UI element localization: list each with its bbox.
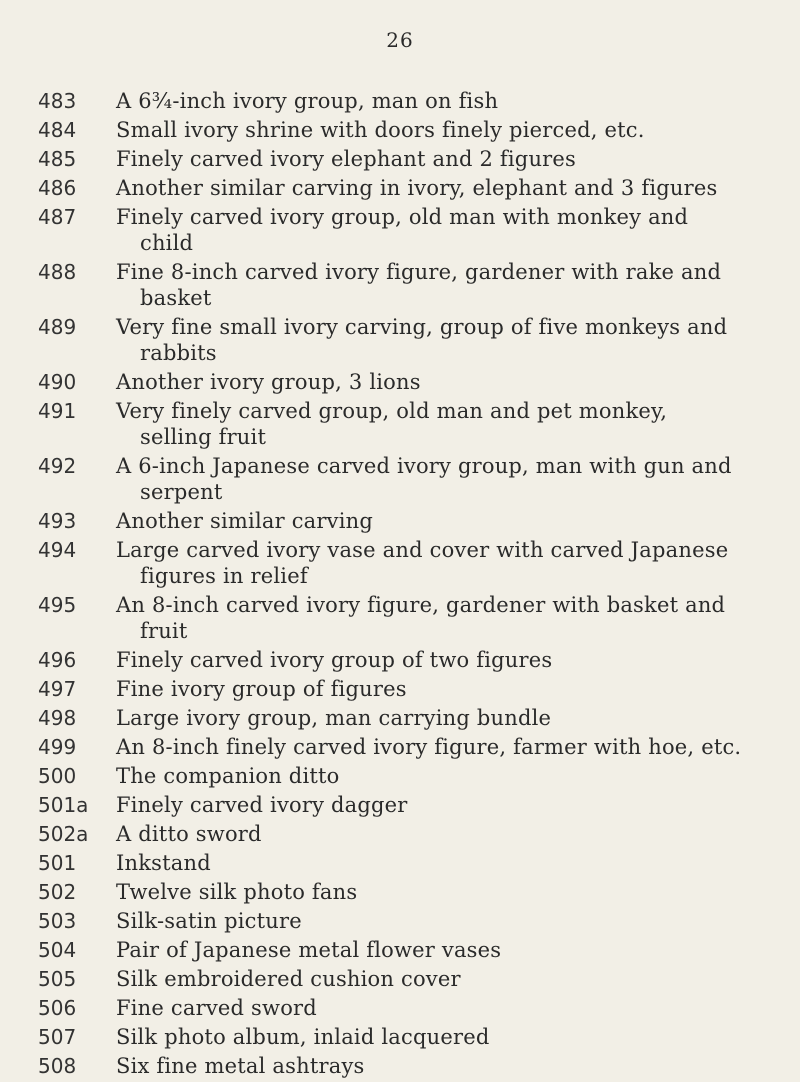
lot-description	[116, 995, 792, 1021]
lot-description	[116, 508, 792, 534]
lot-entry	[38, 592, 792, 644]
lot-description	[116, 734, 792, 760]
lot-description-text: Silk embroidered cushion cover	[116, 967, 461, 991]
lot-entry	[38, 453, 792, 505]
lot-number: 486	[38, 176, 77, 200]
lot-description	[116, 705, 792, 731]
lot-description-text: Finely carved ivory group, old man with monkey and	[116, 205, 689, 229]
lot-description	[116, 117, 792, 143]
lot-description-text: An 8-inch finely carved ivory figure, farmer with hoe, etc.	[116, 735, 742, 759]
lot-description	[116, 592, 792, 644]
lot-description	[116, 821, 792, 847]
lot-description-text: An 8-inch carved ivory figure, gardener with basket and	[116, 593, 726, 617]
lot-number: 497	[38, 677, 77, 701]
lot-description-continuation: serpent	[140, 480, 223, 504]
lot-number: 503	[38, 909, 77, 933]
lot-entry	[38, 792, 792, 818]
lot-entry	[38, 88, 792, 114]
lot-description-text: The companion ditto	[116, 764, 340, 788]
lot-description-continuation: figures in relief	[140, 564, 308, 588]
lot-entry	[38, 1053, 792, 1079]
lot-description-text: Silk photo album, inlaid lacquered	[116, 1025, 490, 1049]
lot-number: 485	[38, 147, 77, 171]
lot-description-text: Six fine metal ashtrays	[116, 1054, 365, 1078]
lot-description-text: Inkstand	[116, 851, 211, 875]
lot-description	[116, 369, 792, 395]
lot-entry	[38, 734, 792, 760]
lot-entry	[38, 1024, 792, 1050]
lot-entry	[38, 850, 792, 876]
lot-description-text: Fine ivory group of figures	[116, 677, 407, 701]
lot-number: 507	[38, 1025, 77, 1049]
lot-description-continuation: child	[140, 231, 194, 255]
lot-number: 494	[38, 538, 77, 562]
lot-number: 501	[38, 851, 77, 875]
lot-description-text: A ditto sword	[116, 822, 262, 846]
lot-description	[116, 398, 792, 450]
lot-number: 506	[38, 996, 77, 1020]
lot-description	[116, 1024, 792, 1050]
lot-entry	[38, 508, 792, 534]
lot-entry	[38, 369, 792, 395]
lot-description	[116, 204, 792, 256]
lot-number: 502a	[38, 822, 89, 846]
lot-entry	[38, 117, 792, 143]
lot-number: 487	[38, 205, 77, 229]
lot-entry	[38, 398, 792, 450]
lot-description	[116, 314, 792, 366]
lot-description-text: Another similar carving	[116, 509, 373, 533]
lot-number: 508	[38, 1054, 77, 1078]
lot-description	[116, 453, 792, 505]
lot-description-text: Another ivory group, 3 lions	[116, 370, 421, 394]
lot-description-text: Finely carved ivory group of two figures	[116, 648, 553, 672]
lot-entry	[38, 908, 792, 934]
lot-description	[116, 763, 792, 789]
lot-number: 501a	[38, 793, 89, 817]
lot-description	[116, 537, 792, 589]
lot-number: 491	[38, 399, 77, 423]
lot-description-text: Large ivory group, man carrying bundle	[116, 706, 552, 730]
lot-number: 490	[38, 370, 77, 394]
lot-description	[116, 1053, 792, 1079]
lot-number: 498	[38, 706, 77, 730]
lot-description	[116, 937, 792, 963]
lot-number: 493	[38, 509, 77, 533]
lot-description-text: Fine carved sword	[116, 996, 317, 1020]
page-number: 26	[386, 28, 414, 52]
lot-number: 505	[38, 967, 77, 991]
lot-description-text: Twelve silk photo fans	[116, 880, 358, 904]
lot-number: 484	[38, 118, 77, 142]
lot-description	[116, 175, 792, 201]
lot-description-text: Fine 8-inch carved ivory figure, gardener with rake and	[116, 260, 722, 284]
lot-description	[116, 146, 792, 172]
lot-entry	[38, 937, 792, 963]
lot-description-text: A 6¾-inch ivory group, man on fish	[116, 89, 499, 113]
lot-number: 499	[38, 735, 77, 759]
lot-description	[116, 879, 792, 905]
lot-description-continuation: basket	[140, 286, 212, 310]
lot-number: 504	[38, 938, 77, 962]
lot-entry	[38, 537, 792, 589]
lot-description	[116, 647, 792, 673]
lot-number: 502	[38, 880, 77, 904]
lot-entry	[38, 314, 792, 366]
lot-description	[116, 966, 792, 992]
lot-number: 489	[38, 315, 77, 339]
lot-description-text: Large carved ivory vase and cover with carved Japanese	[116, 538, 729, 562]
lot-description	[116, 88, 792, 114]
lot-list	[38, 88, 792, 1082]
lot-description-continuation: fruit	[140, 619, 188, 643]
lot-entry	[38, 821, 792, 847]
lot-description-text: Very fine small ivory carving, group of five monkeys and	[116, 315, 728, 339]
lot-entry	[38, 204, 792, 256]
lot-description	[116, 259, 792, 311]
lot-description-text: Small ivory shrine with doors finely pierced, etc.	[116, 118, 645, 142]
lot-description-text: Silk-satin picture	[116, 909, 302, 933]
lot-number: 495	[38, 593, 77, 617]
lot-entry	[38, 879, 792, 905]
lot-number: 488	[38, 260, 77, 284]
lot-description-text: Very finely carved group, old man and pet monkey,	[116, 399, 668, 423]
lot-description-text: Another similar carving in ivory, elephant and 3 figures	[116, 176, 718, 200]
lot-entry	[38, 647, 792, 673]
lot-description-continuation: selling fruit	[140, 425, 267, 449]
lot-description-text: Pair of Japanese metal flower vases	[116, 938, 502, 962]
lot-description-text: A 6-inch Japanese carved ivory group, man with gun and	[116, 454, 732, 478]
lot-entry	[38, 259, 792, 311]
lot-description	[116, 676, 792, 702]
lot-description	[116, 908, 792, 934]
lot-number: 483	[38, 89, 77, 113]
lot-number: 492	[38, 454, 77, 478]
lot-number: 496	[38, 648, 77, 672]
lot-description-continuation: rabbits	[140, 341, 217, 365]
lot-entry	[38, 966, 792, 992]
lot-description	[116, 850, 792, 876]
lot-entry	[38, 763, 792, 789]
lot-entry	[38, 175, 792, 201]
lot-entry	[38, 146, 792, 172]
lot-entry	[38, 705, 792, 731]
lot-description-text: Finely carved ivory dagger	[116, 793, 408, 817]
lot-description	[116, 792, 792, 818]
lot-number: 500	[38, 764, 77, 788]
lot-entry	[38, 676, 792, 702]
lot-description-text: Finely carved ivory elephant and 2 figures	[116, 147, 577, 171]
lot-entry	[38, 995, 792, 1021]
